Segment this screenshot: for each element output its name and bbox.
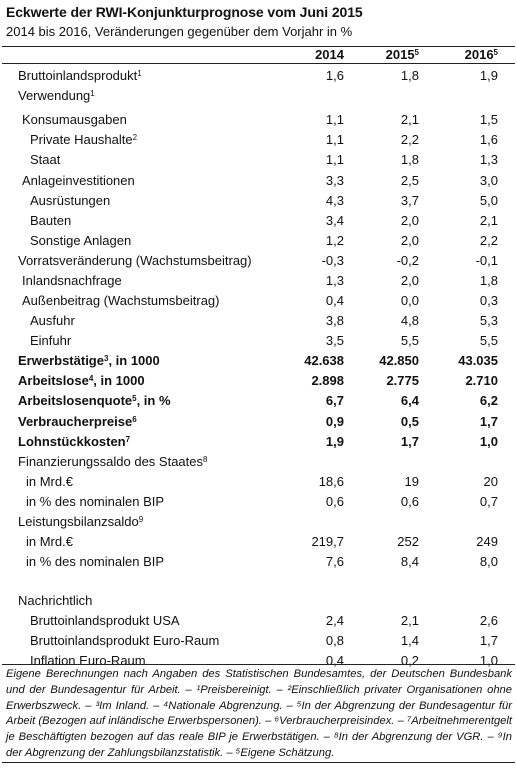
cell-2015: 8,4 xyxy=(400,554,419,569)
table-row xyxy=(0,150,517,169)
cell-2016: 1,7 xyxy=(479,633,498,648)
cell-2015: 42.850 xyxy=(379,353,419,368)
table-row xyxy=(0,452,517,471)
table-row xyxy=(0,532,517,551)
cell-2015: 6,4 xyxy=(400,393,419,408)
cell-2014: 0,4 xyxy=(325,293,344,308)
row-label: Inlandsnachfrage xyxy=(22,273,122,288)
table-row xyxy=(0,591,517,610)
cell-2015: 2,2 xyxy=(400,132,419,147)
row-label: Ausrüstungen xyxy=(30,193,111,208)
row-label: Einfuhr xyxy=(30,333,72,348)
row-label: Erwerbstätige$^3$, in 1000 xyxy=(18,353,160,368)
row-label: Bruttoinlandsprodukt USA xyxy=(30,613,180,628)
row-label: Bauten xyxy=(30,213,72,228)
cell-2014: 0,6 xyxy=(325,494,344,509)
column-header-2016: 2016$^5$ xyxy=(464,47,498,62)
table-row xyxy=(0,191,517,210)
cell-2015: 0,5 xyxy=(400,414,419,429)
cell-2014: 3,8 xyxy=(325,313,344,328)
table-row xyxy=(0,231,517,250)
cell-2016: 1,0 xyxy=(479,653,498,668)
cell-2015: 2,0 xyxy=(400,213,419,228)
table-title: Eckwerte der RWI-Konjunkturprognose vom Juni 2015 xyxy=(6,4,363,20)
cell-2014: 0,4 xyxy=(325,653,344,668)
table-row xyxy=(0,631,517,650)
bottom-rule xyxy=(2,762,515,763)
column-header-row xyxy=(0,46,517,63)
cell-2016: 5,0 xyxy=(479,193,498,208)
column-header-2014: 2014 xyxy=(315,47,344,62)
row-label-suffix: , in % xyxy=(136,393,171,408)
row-label: Sonstige Anlagen xyxy=(30,233,132,248)
table-row xyxy=(0,552,517,571)
cell-2015: 1,4 xyxy=(400,633,419,648)
footnote-marker: 1 xyxy=(137,69,142,78)
row-label-suffix: , in 1000 xyxy=(93,373,145,388)
cell-2014: 0,9 xyxy=(325,414,344,429)
row-label: Bruttoinlandsprodukt$^1$ xyxy=(18,68,142,83)
cell-2016: 1,7 xyxy=(479,414,498,429)
cell-2014: 3,4 xyxy=(325,213,344,228)
footnote-marker: 4 xyxy=(88,374,94,383)
cell-2016: 1,9 xyxy=(479,68,498,83)
cell-2014: 2.898 xyxy=(311,373,344,388)
cell-2014: 7,6 xyxy=(325,554,344,569)
table-row xyxy=(0,211,517,230)
footnote-marker: 2 xyxy=(132,133,138,142)
cell-2014: 18,6 xyxy=(318,474,344,489)
row-label: in Mrd.€ xyxy=(26,474,73,489)
cell-2016: 1,3 xyxy=(479,152,498,167)
cell-2016: 3,0 xyxy=(479,173,498,188)
cell-2015: 2,0 xyxy=(400,233,419,248)
table-row xyxy=(0,331,517,350)
cell-2015: 0,6 xyxy=(400,494,419,509)
table-row xyxy=(0,86,517,105)
footnote-marker: 7 xyxy=(125,435,131,444)
cell-2015: 252 xyxy=(397,534,419,549)
footnote-marker: 5 xyxy=(132,394,137,403)
table-row xyxy=(0,412,517,431)
row-label: Arbeitslose$^4$, in 1000 xyxy=(18,373,145,388)
row-label: in % des nominalen BIP xyxy=(26,554,165,569)
row-label: Vorratsveränderung (Wachstumsbeitrag) xyxy=(18,253,252,268)
cell-2016: 20 xyxy=(483,474,498,489)
row-label: Inflation Euro-Raum xyxy=(30,653,146,668)
row-label: Verwendung$^1$ xyxy=(18,88,95,103)
cell-2015: 3,7 xyxy=(400,193,419,208)
table-row xyxy=(0,351,517,370)
footnotes: Eigene Berechnungen nach Angaben des Statistischen Bundesamtes, der Deutschen Bundesbank und der Bundesagentur für Arbeit. – ¹Preisbereinigt. – ²Einschließlich privater Organisationen ohne Erwerbszweck. – ³Im Inland. – ⁴Nationale Abgrenzung. – ⁵In der Abgrenzung der Bundesagentur für Arbeit (Bezogen auf inländische Erwerbspersonen). – ⁶Verbraucherpreisindex. – ⁷Arbeitnehmerentgelt je Beschäftigten bezogen auf das reale BIP je Erwerbstätigen. – ⁸In der Abgrenzung der VGR. – ⁹In der Abgrenzung der Zahlungsbilanzstatistik. – ⁵Eigene Schätzung. xyxy=(6,668,512,759)
cell-2016: 0,7 xyxy=(479,494,498,509)
footnote-marker: 6 xyxy=(132,415,137,424)
row-label: Staat xyxy=(30,152,61,167)
row-label: Konsumausgaben xyxy=(22,112,127,127)
cell-2014: 219,7 xyxy=(311,534,344,549)
cell-2014: 1,1 xyxy=(325,132,344,147)
cell-2016: 2,2 xyxy=(479,233,498,248)
table-row xyxy=(0,432,517,451)
footnote-marker: 8 xyxy=(203,455,208,464)
column-header-2015: 2015$^5$ xyxy=(385,47,419,62)
cell-2014: 1,1 xyxy=(325,112,344,127)
cell-2014: 4,3 xyxy=(325,193,344,208)
cell-2015: -0,2 xyxy=(396,253,419,268)
cell-2016: 2.710 xyxy=(465,373,498,388)
table-row xyxy=(0,251,517,270)
cell-2016: 5,5 xyxy=(479,333,498,348)
row-label-suffix: , in 1000 xyxy=(108,353,160,368)
cell-2015: 1,8 xyxy=(400,152,419,167)
cell-2015: 5,5 xyxy=(400,333,419,348)
cell-2015: 0,0 xyxy=(400,293,419,308)
row-label: Ausfuhr xyxy=(30,313,75,328)
cell-2014: 3,3 xyxy=(325,173,344,188)
row-label: Private Haushalte$^2$ xyxy=(30,132,138,147)
header-rule xyxy=(2,63,515,64)
cell-2015: 4,8 xyxy=(400,313,419,328)
row-label: in Mrd.€ xyxy=(26,534,73,549)
cell-2016: 43.035 xyxy=(458,353,498,368)
cell-2015: 2,0 xyxy=(400,273,419,288)
row-label: in % des nominalen BIP xyxy=(26,494,165,509)
cell-2016: 0,3 xyxy=(479,293,498,308)
cell-2016: -0,1 xyxy=(475,253,498,268)
table-row xyxy=(0,512,517,531)
cell-2016: 2,1 xyxy=(479,213,498,228)
cell-2014: 1,2 xyxy=(325,233,344,248)
row-label: Nachrichtlich xyxy=(18,593,93,608)
table-row xyxy=(0,110,517,129)
row-label: Außenbeitrag (Wachstumsbeitrag) xyxy=(22,293,220,308)
cell-2016: 5,3 xyxy=(479,313,498,328)
cell-2015: 2.775 xyxy=(386,373,419,388)
cell-2014: 2,4 xyxy=(325,613,344,628)
footnote-marker: 9 xyxy=(138,515,144,524)
table-row xyxy=(0,171,517,190)
table-row xyxy=(0,66,517,85)
cell-2015: 19 xyxy=(404,474,419,489)
cell-2014: -0,3 xyxy=(321,253,344,268)
cell-2014: 0,8 xyxy=(325,633,344,648)
row-label: Arbeitslosenquote$^5$, in % xyxy=(18,393,171,408)
cell-2015: 2,5 xyxy=(400,173,419,188)
footnote-marker: 1 xyxy=(90,89,95,98)
cell-2014: 1,9 xyxy=(325,434,344,449)
cell-2015: 1,8 xyxy=(400,68,419,83)
row-label: Anlageinvestitionen xyxy=(22,173,135,188)
row-label: Lohnstückkosten$^7$ xyxy=(18,434,131,449)
table-row xyxy=(0,472,517,491)
cell-2016: 8,0 xyxy=(479,554,498,569)
table-row xyxy=(0,311,517,330)
table-row xyxy=(0,391,517,410)
row-label: Verbraucherpreise$^6$ xyxy=(18,414,137,429)
cell-2014: 1,1 xyxy=(325,152,344,167)
footnote-rule xyxy=(2,664,515,665)
cell-2015: 2,1 xyxy=(400,112,419,127)
table-row xyxy=(0,130,517,149)
cell-2016: 1,6 xyxy=(479,132,498,147)
cell-2016: 1,5 xyxy=(479,112,498,127)
cell-2014: 3,5 xyxy=(325,333,344,348)
cell-2016: 249 xyxy=(476,534,498,549)
cell-2014: 1,6 xyxy=(325,68,344,83)
table-row xyxy=(0,492,517,511)
table-row xyxy=(0,371,517,390)
cell-2015: 2,1 xyxy=(400,613,419,628)
row-label: Leistungsbilanzsaldo$^9$ xyxy=(18,514,144,529)
cell-2015: 0,2 xyxy=(400,653,419,668)
cell-2014: 42.638 xyxy=(304,353,344,368)
cell-2016: 2,6 xyxy=(479,613,498,628)
table-row xyxy=(0,611,517,630)
table-subtitle: 2014 bis 2016, Veränderungen gegenüber dem Vorjahr in % xyxy=(6,24,353,39)
footnote-marker: 3 xyxy=(103,354,109,363)
table-row xyxy=(0,271,517,290)
cell-2015: 1,7 xyxy=(400,434,419,449)
cell-2016: 1,0 xyxy=(479,434,498,449)
row-label: Finanzierungssaldo des Staates$^8$ xyxy=(18,454,208,469)
cell-2014: 6,7 xyxy=(325,393,344,408)
row-label: Bruttoinlandsprodukt Euro-Raum xyxy=(30,633,220,648)
table-row xyxy=(0,291,517,310)
cell-2016: 1,8 xyxy=(479,273,498,288)
cell-2016: 6,2 xyxy=(479,393,498,408)
cell-2014: 1,3 xyxy=(325,273,344,288)
